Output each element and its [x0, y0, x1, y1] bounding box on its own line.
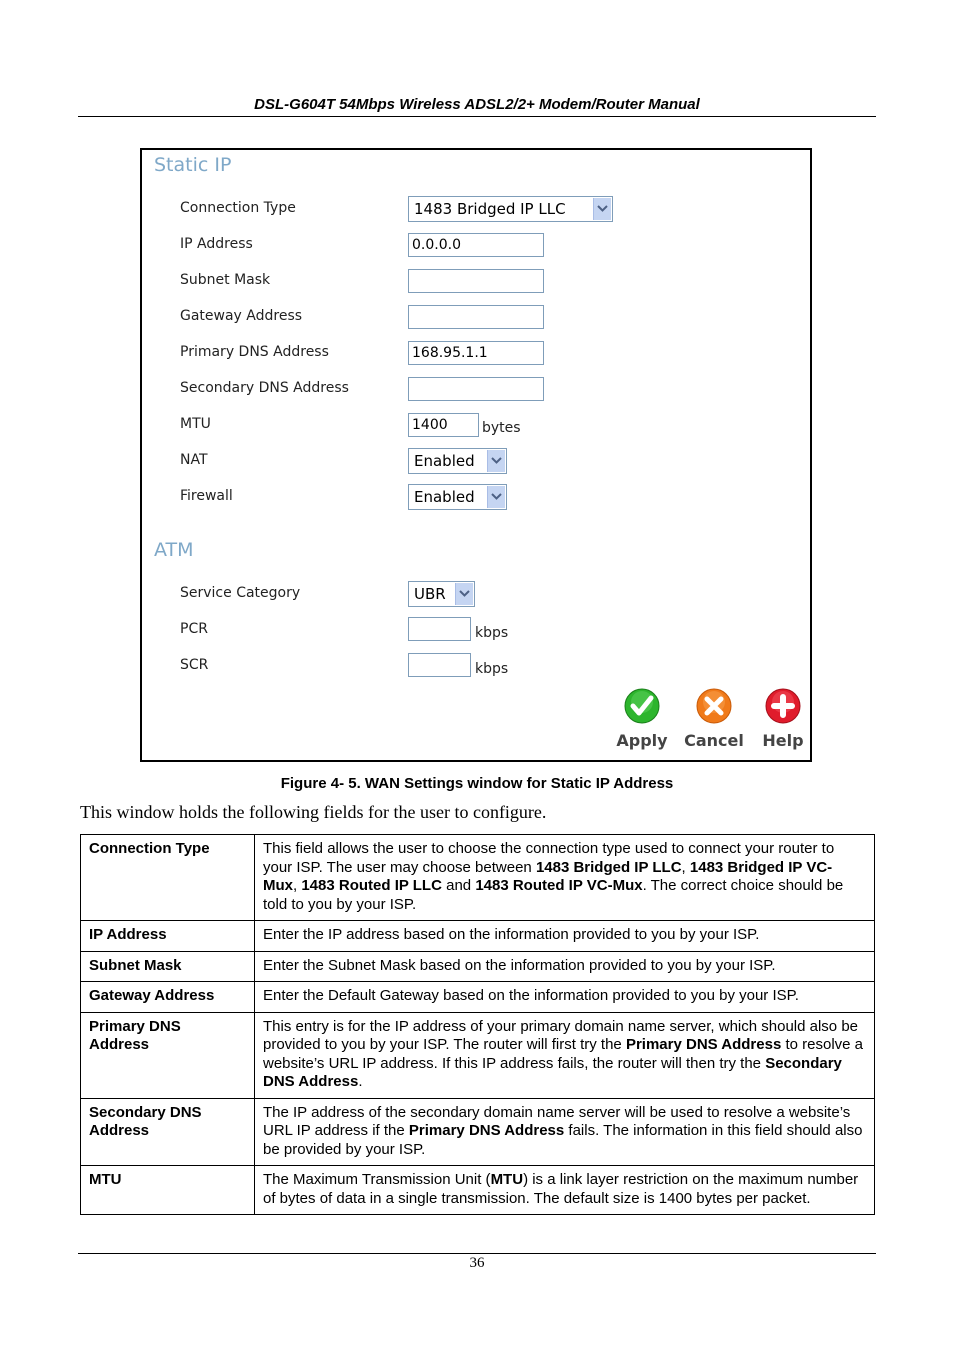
table-row	[81, 982, 875, 1013]
mtu-unit: bytes	[482, 420, 521, 436]
nat-select[interactable]	[408, 448, 507, 474]
table-key: Primary DNS Address	[81, 1012, 255, 1098]
mtu-input[interactable]: 1400	[408, 413, 479, 437]
footer-rule	[78, 1253, 876, 1254]
header-rule	[78, 116, 876, 117]
pcr-unit: kbps	[475, 625, 509, 641]
table-row	[81, 1012, 875, 1098]
table-key: Secondary DNS Address	[81, 1098, 255, 1166]
table-row	[81, 1166, 875, 1215]
scr-input[interactable]	[408, 653, 471, 677]
pcr-label: PCR	[180, 621, 208, 637]
firewall-label: Firewall	[180, 488, 233, 504]
atm-title: ATM	[154, 539, 194, 561]
subnet-mask-input[interactable]	[408, 269, 544, 293]
table-key: Subnet Mask	[81, 951, 255, 982]
gateway-address-input[interactable]	[408, 305, 544, 329]
intro-text: This window holds the following fields for the user to configure.	[80, 802, 547, 822]
help-icon[interactable]	[765, 688, 801, 724]
chevron-down-icon[interactable]	[487, 486, 505, 508]
primary-dns-input[interactable]: 168.95.1.1	[408, 341, 544, 365]
table-key: Connection Type	[81, 835, 255, 921]
check-icon[interactable]	[624, 688, 660, 724]
static-ip-title: Static IP	[154, 154, 232, 176]
help-button[interactable]	[758, 688, 808, 750]
ip-address-input[interactable]: 0.0.0.0	[408, 233, 544, 257]
firewall-select[interactable]	[408, 484, 507, 510]
table-row	[81, 1098, 875, 1166]
apply-label: Apply	[616, 731, 668, 750]
table-desc: The IP address of the secondary domain name server will be used to resolve a website’s URL IP address if the Primary DNS Address fails. The information in this field should also be provided by your ISP.	[255, 1098, 875, 1166]
page-number: 36	[469, 1255, 485, 1271]
nat-label: NAT	[180, 452, 208, 468]
chevron-down-icon[interactable]	[455, 583, 473, 605]
table-desc: Enter the Subnet Mask based on the information provided to you by your ISP.	[255, 951, 875, 982]
pcr-input[interactable]	[408, 617, 471, 641]
primary-dns-label: Primary DNS Address	[180, 344, 329, 360]
fields-table	[80, 834, 875, 1215]
scr-unit: kbps	[475, 661, 509, 677]
table-key: Gateway Address	[81, 982, 255, 1013]
manual-header-title: DSL-G604T 54Mbps Wireless ADSL2/2+ Modem/Router Manual	[254, 96, 700, 113]
mtu-label: MTU	[180, 416, 211, 432]
chevron-down-icon[interactable]	[593, 198, 611, 220]
scr-label: SCR	[180, 657, 209, 673]
table-desc: Enter the IP address based on the information provided to you by your ISP.	[255, 921, 875, 952]
table-key: IP Address	[81, 921, 255, 952]
subnet-mask-label: Subnet Mask	[180, 272, 271, 288]
help-label: Help	[762, 731, 804, 750]
table-row	[81, 921, 875, 952]
service-category-select[interactable]	[408, 581, 475, 607]
table-desc: This entry is for the IP address of your primary domain name server, which should also be provided to you by your ISP. The router will first try the Primary DNS Address to resolve a website’s URL IP address. If this IP address fails, the router will then try the Secondary DNS Address.	[255, 1012, 875, 1098]
cancel-button[interactable]	[684, 688, 744, 750]
cancel-label: Cancel	[684, 731, 744, 750]
service-category-label: Service Category	[180, 585, 301, 601]
gateway-address-label: Gateway Address	[180, 308, 303, 324]
chevron-down-icon[interactable]	[487, 450, 505, 472]
table-desc: Enter the Default Gateway based on the information provided to you by your ISP.	[255, 982, 875, 1013]
secondary-dns-label: Secondary DNS Address	[180, 380, 349, 396]
table-desc: The Maximum Transmission Unit (MTU) is a link layer restriction on the maximum number of bytes of data in a single transmission. The default size is 1400 bytes per packet.	[255, 1166, 875, 1215]
firewall-value: Enabled	[414, 488, 475, 506]
connection-type-label: Connection Type	[180, 200, 296, 216]
connection-type-value: 1483 Bridged IP LLC	[414, 200, 566, 218]
connection-type-select[interactable]	[408, 196, 613, 222]
nat-value: Enabled	[414, 452, 475, 470]
figure-caption: Figure 4- 5. WAN Settings window for Static IP Address	[280, 775, 674, 792]
cancel-icon[interactable]	[696, 688, 732, 724]
apply-button[interactable]	[614, 688, 670, 750]
table-desc: This field allows the user to choose the connection type used to connect your router to your ISP. The user may choose between 1483 Bridged IP LLC, 1483 Bridged IP VC-Mux, 1483 Routed IP LLC and 1483 Routed IP VC-Mux. The correct choice should be told to you by your ISP.	[255, 835, 875, 921]
wan-settings-panel	[140, 148, 812, 762]
ip-address-label: IP Address	[180, 236, 253, 252]
table-key: MTU	[81, 1166, 255, 1215]
secondary-dns-input[interactable]	[408, 377, 544, 401]
table-row	[81, 835, 875, 921]
table-row	[81, 951, 875, 982]
service-category-value: UBR	[414, 585, 446, 603]
